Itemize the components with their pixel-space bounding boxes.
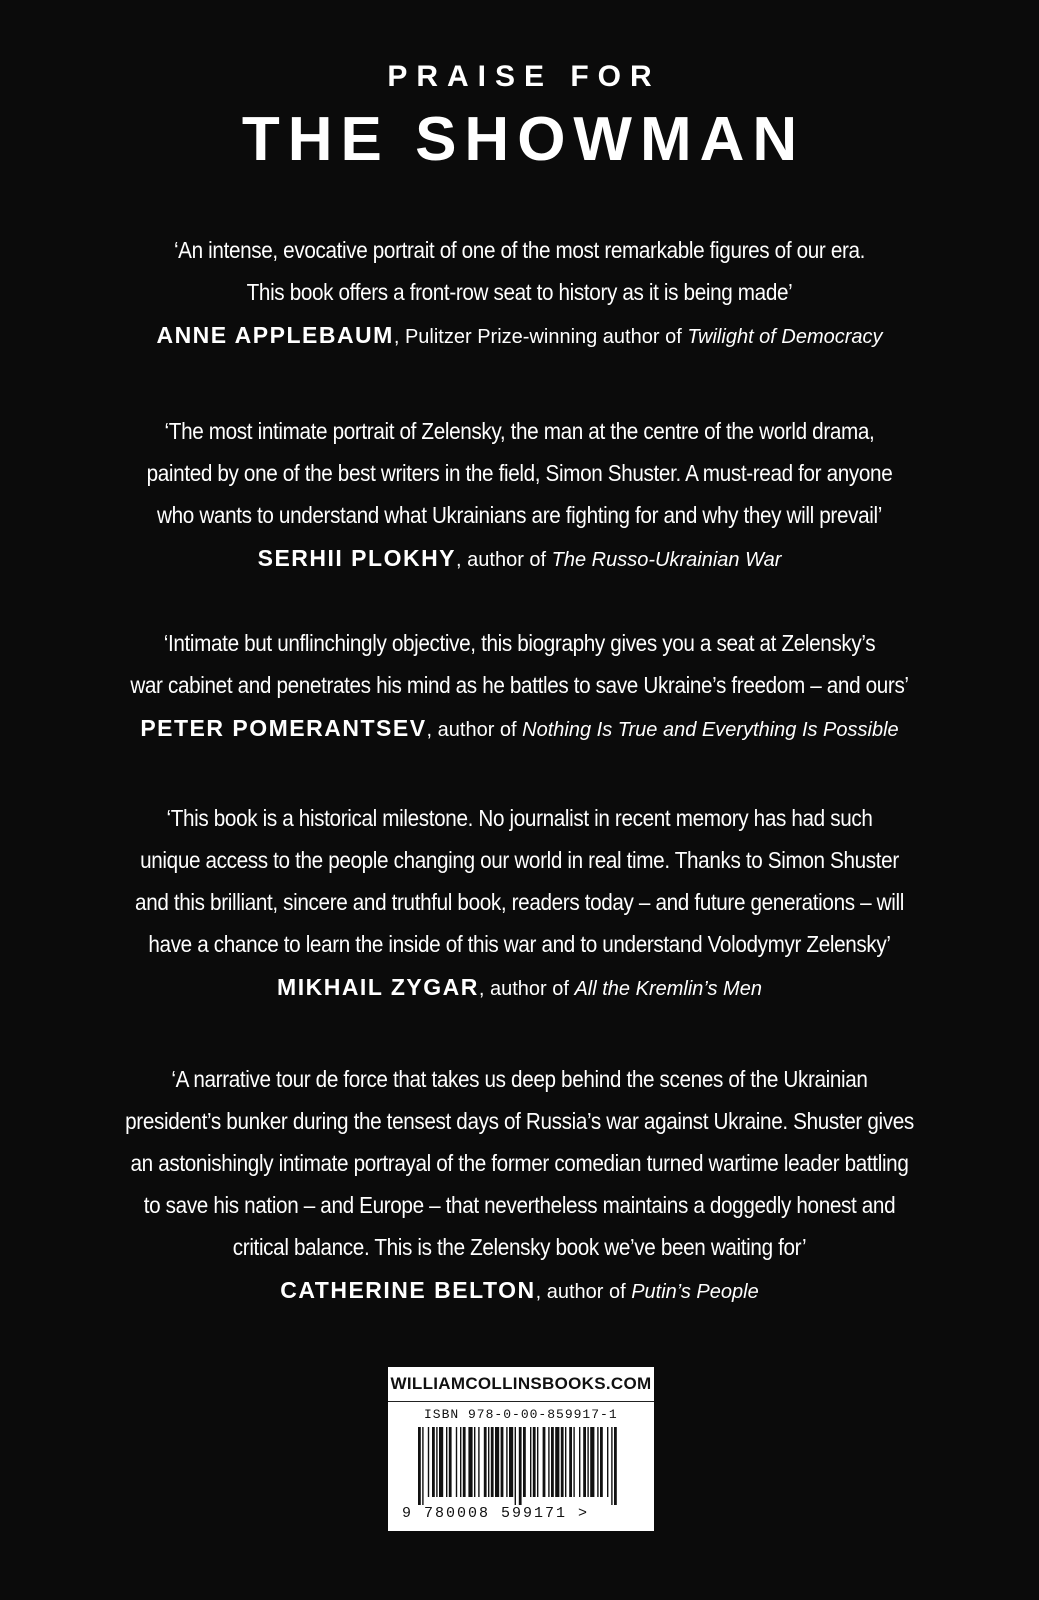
barcode-bar — [460, 1427, 461, 1497]
quote-line: to save his nation – and Europe – that nevertheless maintains a doggedly honest and — [143, 1192, 896, 1218]
barcode-bar — [436, 1427, 437, 1497]
quote-line: ‘This book is a historical milestone. No journalist in recent memory has had such — [166, 805, 873, 831]
quote-line: war cabinet and penetrates his mind as he battles to save Ukraine’s freedom – and ours’ — [130, 672, 909, 698]
quote-line: and this brilliant, sincere and truthful book, readers today – and future generations – will — [135, 889, 904, 915]
barcode-bar — [611, 1427, 612, 1505]
barcode-bar — [491, 1427, 494, 1497]
author-work: The Russo-Ukrainian War — [551, 549, 782, 571]
author-name: MIKHAIL ZYGAR — [277, 974, 479, 1000]
blurb-plokhy — [60, 410, 979, 578]
barcode-bar — [551, 1427, 554, 1497]
barcode-bar — [432, 1427, 435, 1497]
barcode-bar — [543, 1427, 546, 1497]
barcode-bar — [548, 1427, 549, 1497]
barcode-bar — [474, 1427, 475, 1497]
blurb-zygar — [60, 797, 979, 1007]
barcode-bar — [600, 1427, 603, 1497]
barcode-bar — [506, 1427, 507, 1497]
barcode-bar — [446, 1427, 447, 1497]
author-work: Twilight of Democracy — [687, 326, 883, 348]
author-desc: , author of — [426, 719, 523, 741]
author-name: CATHERINE BELTON — [280, 1277, 536, 1303]
barcode-bar — [530, 1427, 531, 1497]
author-work: Putin’s People — [631, 1281, 759, 1303]
header-kicker: PRAISE FOR — [387, 60, 661, 93]
book-title: THE SHOWMAN — [241, 105, 806, 174]
barcode-bar — [519, 1427, 522, 1505]
attribution — [60, 710, 979, 748]
author-name: PETER POMERANTSEV — [140, 715, 427, 741]
barcode-bar — [495, 1427, 499, 1497]
barcode-bar — [597, 1427, 598, 1497]
attribution — [60, 969, 979, 1007]
barcode-bar — [484, 1427, 487, 1497]
barcode-image — [418, 1427, 624, 1505]
barcode-bar — [561, 1427, 564, 1497]
author-desc: , author of — [478, 978, 575, 1000]
barcode-bar — [587, 1427, 588, 1497]
barcode-bar — [607, 1427, 608, 1497]
isbn-label: ISBN 978-0-00-859917-1 — [424, 1407, 618, 1422]
barcode-bar — [422, 1427, 423, 1505]
barcode-bar — [573, 1427, 574, 1497]
barcode-bar — [537, 1427, 538, 1497]
quote-line: president’s bunker during the tensest days of Russia’s war against Ukraine. Shuster gives — [125, 1108, 914, 1134]
publisher-website: WILLIAMCOLLINSBOOKS.COM — [388, 1367, 654, 1402]
barcode-bar — [565, 1427, 566, 1497]
barcode-bar — [468, 1427, 472, 1497]
barcode-bar — [523, 1427, 526, 1497]
barcode-bar — [478, 1427, 479, 1497]
author-work: All the Kremlin’s Men — [574, 978, 762, 1000]
barcode-bar — [501, 1427, 504, 1497]
author-name: ANNE APPLEBAUM — [156, 322, 394, 348]
attribution — [60, 1272, 979, 1310]
author-work: Nothing Is True and Everything Is Possible — [522, 719, 899, 741]
barcode-bar — [509, 1427, 513, 1497]
blurb-applebaum — [60, 229, 979, 355]
barcode-bar — [569, 1427, 572, 1497]
barcode-bar — [590, 1427, 594, 1497]
barcode-bar — [555, 1427, 559, 1497]
barcode-panel — [388, 1367, 654, 1531]
quote-line: have a chance to learn the inside of this war and to understand Volodymyr Zelensky’ — [148, 931, 891, 957]
barcode-bar — [583, 1427, 586, 1497]
quote-line: ‘The most intimate portrait of Zelensky, the man at the centre of the world drama, — [164, 418, 875, 444]
barcode-bar — [515, 1427, 516, 1505]
quote-line: ‘An intense, evocative portrait of one of the most remarkable figures of our era. — [173, 237, 866, 263]
barcode-bar — [463, 1427, 466, 1497]
barcode-bar — [533, 1427, 536, 1497]
barcode-bar — [456, 1427, 457, 1497]
barcode-bar — [614, 1427, 617, 1505]
attribution — [60, 540, 979, 578]
quote-line: ‘A narrative tour de force that takes us deep behind the scenes of the Ukrainian — [171, 1066, 868, 1092]
author-desc: , Pulitzer Prize-winning author of — [393, 326, 688, 348]
author-desc: , author of — [535, 1281, 632, 1303]
author-desc: , author of — [456, 549, 552, 571]
barcode-bar — [428, 1427, 429, 1497]
barcode-bar — [418, 1427, 421, 1505]
barcode-digits: 9 780008 599171 > — [402, 1505, 590, 1522]
barcode-bar — [488, 1427, 489, 1497]
quote-line: an astonishingly intimate portrayal of the former comedian turned wartime leader battling — [130, 1150, 909, 1176]
blurb-belton — [60, 1058, 979, 1310]
quote-line: painted by one of the best writers in the field, Simon Shuster. A must-read for anyone — [146, 460, 893, 486]
quote-line: unique access to the people changing our world in real time. Thanks to Simon Shuster — [140, 847, 899, 873]
barcode-bar — [449, 1427, 452, 1497]
barcode-bar — [579, 1427, 580, 1497]
blurb-pomerantsev — [60, 622, 979, 748]
author-name: SERHII PLOKHY — [257, 545, 457, 571]
quote-line: ‘Intimate but unflinchingly objective, this biography gives you a seat at Zelensky’s — [163, 630, 876, 656]
quote-line: critical balance. This is the Zelensky book we’ve been waiting for’ — [232, 1234, 807, 1260]
attribution — [60, 317, 979, 355]
quote-line: who wants to understand what Ukrainians are fighting for and why they will prevail’ — [157, 502, 882, 528]
quote-line: This book offers a front-row seat to history as it is being made’ — [246, 279, 793, 305]
barcode-bar — [439, 1427, 443, 1497]
